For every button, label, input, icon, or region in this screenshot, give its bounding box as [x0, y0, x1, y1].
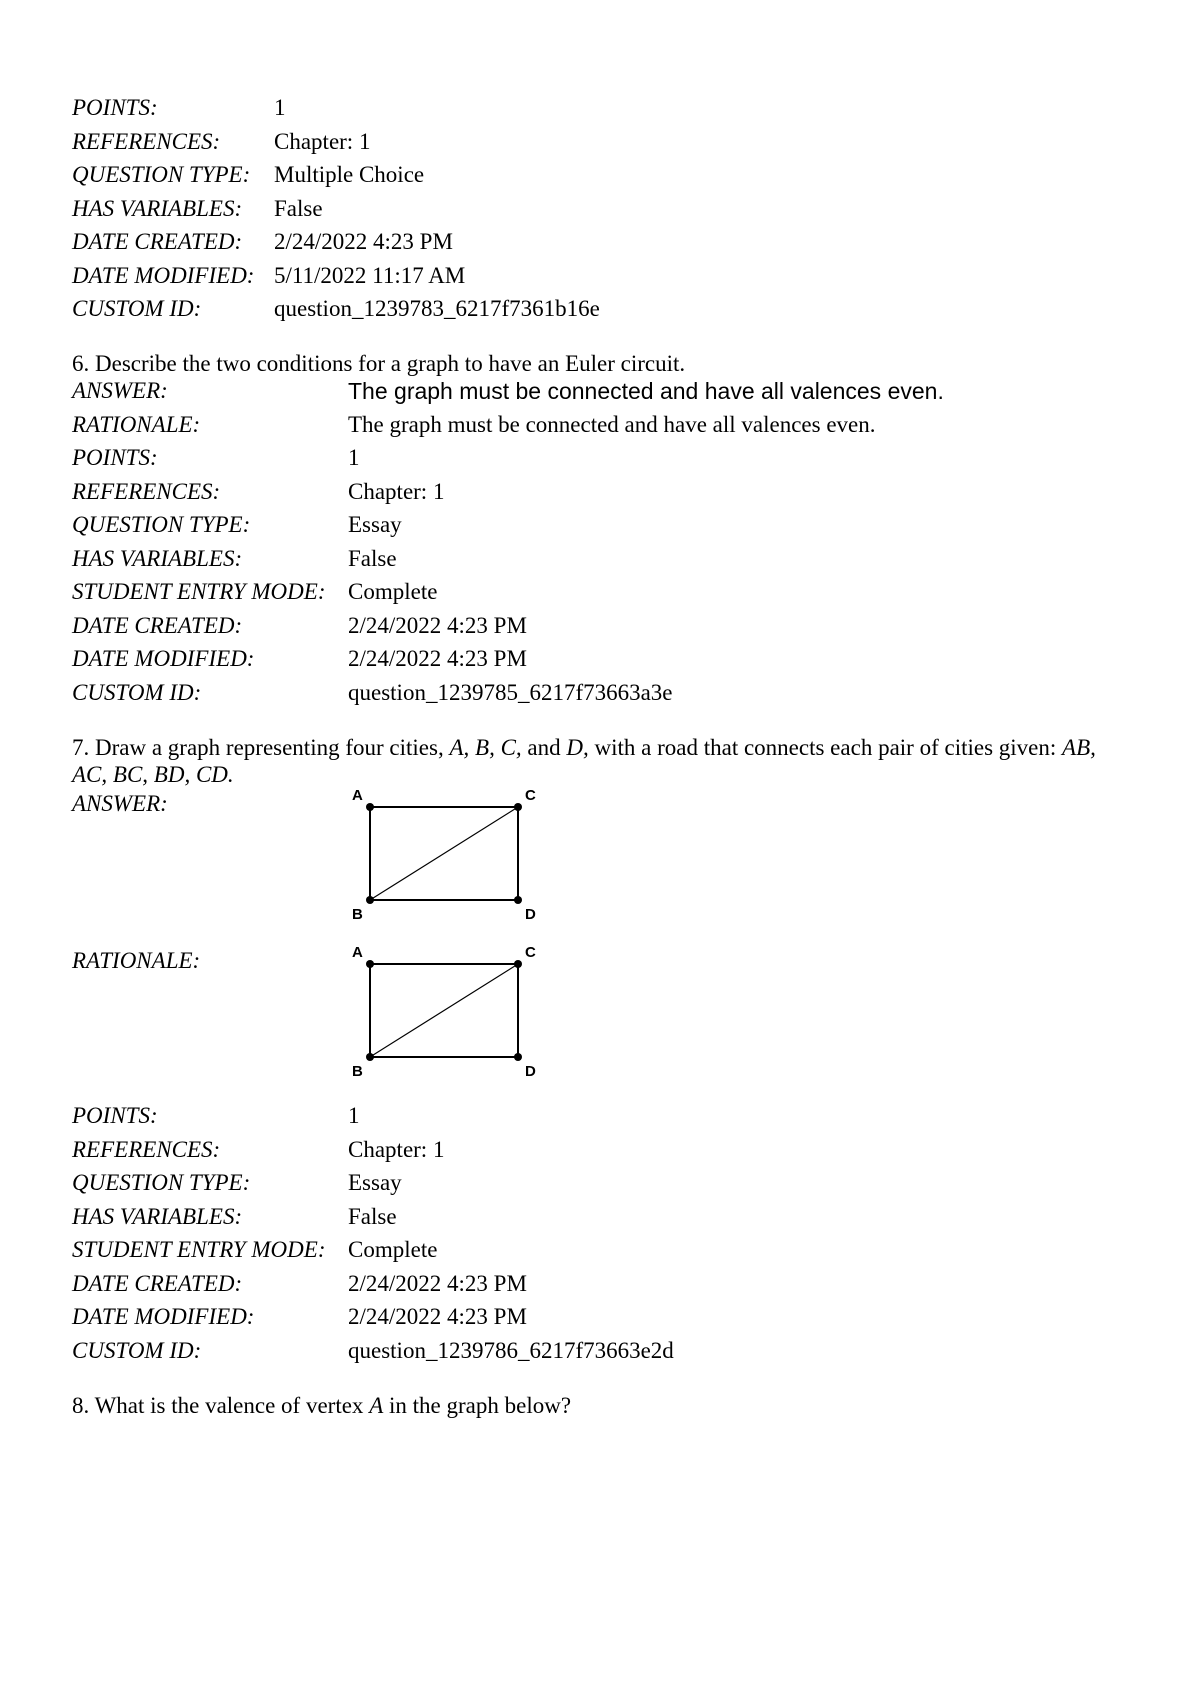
- meta-row: [72, 1169, 674, 1203]
- meta-row: [72, 444, 944, 478]
- vertex-b: [366, 896, 374, 904]
- meta-row: [72, 1270, 674, 1304]
- meta-row: [72, 578, 944, 612]
- vertex-d: [514, 896, 522, 904]
- rationale-graph-cell: [348, 945, 674, 1102]
- vertex-b: [366, 1053, 374, 1061]
- meta-row: [72, 1236, 674, 1270]
- vertex-label-c: C: [525, 788, 536, 804]
- vertex-d: [514, 1053, 522, 1061]
- meta-value: Essay: [348, 1170, 402, 1195]
- meta-label: CUSTOM ID:: [72, 296, 202, 321]
- meta-label: DATE CREATED:: [72, 1270, 243, 1296]
- meta-label: DATE MODIFIED:: [72, 262, 255, 288]
- meta-value: 2/24/2022 4:23 PM: [348, 646, 527, 671]
- meta-row: [72, 645, 944, 679]
- meta-value: question_1239783_6217f7361b16e: [274, 296, 600, 321]
- answer-label: ANSWER:: [72, 791, 168, 816]
- meta-row: [72, 228, 600, 262]
- meta-row: [72, 1136, 674, 1170]
- rationale-row: [72, 945, 674, 1102]
- meta-value: Multiple Choice: [274, 162, 425, 187]
- meta-label: QUESTION TYPE:: [72, 512, 251, 537]
- meta-value: False: [348, 1203, 397, 1229]
- meta-row: [72, 1337, 674, 1371]
- q5-metadata-table: [72, 94, 600, 329]
- question-7-text: [72, 734, 1132, 788]
- meta-value: Complete: [348, 579, 438, 604]
- meta-label: HAS VARIABLES:: [72, 1203, 243, 1229]
- answer-graph: [348, 788, 548, 938]
- city-a: A,: [449, 735, 470, 760]
- meta-label: POINTS:: [72, 95, 158, 120]
- question-7-and: and: [521, 735, 567, 760]
- answer-label: ANSWER:: [72, 377, 168, 403]
- meta-label: DATE MODIFIED:: [72, 646, 255, 671]
- vertex-label-d: D: [525, 906, 536, 923]
- pairs-remaining: AC, BC, BD, CD.: [72, 762, 234, 787]
- meta-value: False: [274, 195, 323, 221]
- meta-value: 2/24/2022 4:23 PM: [348, 1304, 527, 1329]
- meta-value: Chapter: 1: [348, 1136, 445, 1162]
- document-page: [72, 94, 1132, 1419]
- question-6-text: 6. Describe the two conditions for a graph to have an Euler circuit.: [72, 350, 686, 376]
- rationale-value: The graph must be connected and have all valences even.: [348, 411, 876, 437]
- answer-row: [72, 788, 674, 945]
- rationale-label: RATIONALE:: [72, 411, 201, 437]
- meta-value: Chapter: 1: [274, 128, 371, 154]
- meta-label: DATE MODIFIED:: [72, 1304, 255, 1329]
- meta-row: [72, 511, 944, 545]
- answer-graph-cell: [348, 788, 674, 945]
- vertex-c: [514, 960, 522, 968]
- question-7-mid: with a road that connects each pair of cities given:: [588, 735, 1063, 760]
- meta-row: [72, 262, 600, 296]
- meta-label: STUDENT ENTRY MODE:: [72, 579, 326, 604]
- meta-label: QUESTION TYPE:: [72, 1170, 251, 1195]
- vertex-label-a: A: [352, 788, 363, 804]
- meta-value: question_1239785_6217f73663a3e: [348, 679, 673, 705]
- meta-label: REFERENCES:: [72, 478, 221, 504]
- vertex-label-d: D: [525, 1063, 536, 1080]
- meta-value: 1: [348, 445, 360, 470]
- meta-label: STUDENT ENTRY MODE:: [72, 1237, 326, 1262]
- meta-label: REFERENCES:: [72, 1136, 221, 1162]
- city-b: B,: [475, 735, 495, 760]
- meta-label: CUSTOM ID:: [72, 679, 202, 705]
- edge-bc: [370, 807, 518, 900]
- meta-label: POINTS:: [72, 445, 158, 470]
- rationale-graph: [348, 945, 548, 1095]
- q6-metadata-table: [72, 377, 944, 713]
- meta-value: False: [348, 545, 397, 571]
- vertex-a: [366, 960, 374, 968]
- meta-label: POINTS:: [72, 1103, 158, 1128]
- vertex-c: [514, 803, 522, 811]
- vertex-label-b: B: [352, 906, 363, 923]
- meta-value: Essay: [348, 512, 402, 537]
- meta-row: [72, 295, 600, 329]
- vertex-a: [366, 803, 374, 811]
- question-8-suffix: in the graph below?: [383, 1393, 572, 1418]
- meta-value: Chapter: 1: [348, 478, 445, 504]
- pair-ab: AB,: [1062, 735, 1096, 760]
- edge-bc: [370, 964, 518, 1057]
- meta-row: [72, 612, 944, 646]
- meta-value: 2/24/2022 4:23 PM: [348, 1270, 527, 1296]
- meta-label: QUESTION TYPE:: [72, 162, 251, 187]
- city-d: D,: [566, 735, 589, 760]
- meta-label: HAS VARIABLES:: [72, 545, 243, 571]
- question-8-prefix: 8. What is the valence of vertex: [72, 1393, 370, 1418]
- answer-value: The graph must be connected and have all valences even.: [348, 377, 944, 404]
- rationale-label: RATIONALE:: [72, 948, 201, 973]
- rationale-row: [72, 411, 944, 445]
- answer-row: [72, 377, 944, 411]
- meta-row: [72, 1203, 674, 1237]
- meta-row: [72, 545, 944, 579]
- meta-row: [72, 478, 944, 512]
- meta-value: 2/24/2022 4:23 PM: [274, 229, 453, 254]
- question-7-prefix: 7. Draw a graph representing four cities,: [72, 735, 450, 760]
- meta-row: [72, 94, 600, 128]
- meta-value: 1: [348, 1103, 360, 1128]
- meta-row: [72, 128, 600, 162]
- vertex-label-a: A: [352, 945, 363, 961]
- vertex-a: A: [369, 1393, 384, 1418]
- meta-value: 5/11/2022 11:17 AM: [274, 262, 466, 288]
- meta-row: [72, 1102, 674, 1136]
- meta-row: [72, 161, 600, 195]
- meta-value: Complete: [348, 1237, 438, 1262]
- meta-label: CUSTOM ID:: [72, 1337, 202, 1363]
- city-c: C,: [500, 735, 522, 760]
- meta-row: [72, 679, 944, 713]
- meta-label: HAS VARIABLES:: [72, 195, 243, 221]
- meta-value: question_1239786_6217f73663e2d: [348, 1337, 674, 1363]
- meta-label: REFERENCES:: [72, 128, 221, 154]
- meta-value: 2/24/2022 4:23 PM: [348, 612, 527, 638]
- meta-label: DATE CREATED:: [72, 229, 243, 254]
- meta-value: 1: [274, 95, 286, 120]
- vertex-label-b: B: [352, 1063, 363, 1080]
- vertex-label-c: C: [525, 945, 536, 961]
- meta-row: [72, 195, 600, 229]
- question-8-text: [72, 1392, 1132, 1419]
- meta-row: [72, 1303, 674, 1337]
- meta-label: DATE CREATED:: [72, 612, 243, 638]
- q7-metadata-table: [72, 788, 674, 1370]
